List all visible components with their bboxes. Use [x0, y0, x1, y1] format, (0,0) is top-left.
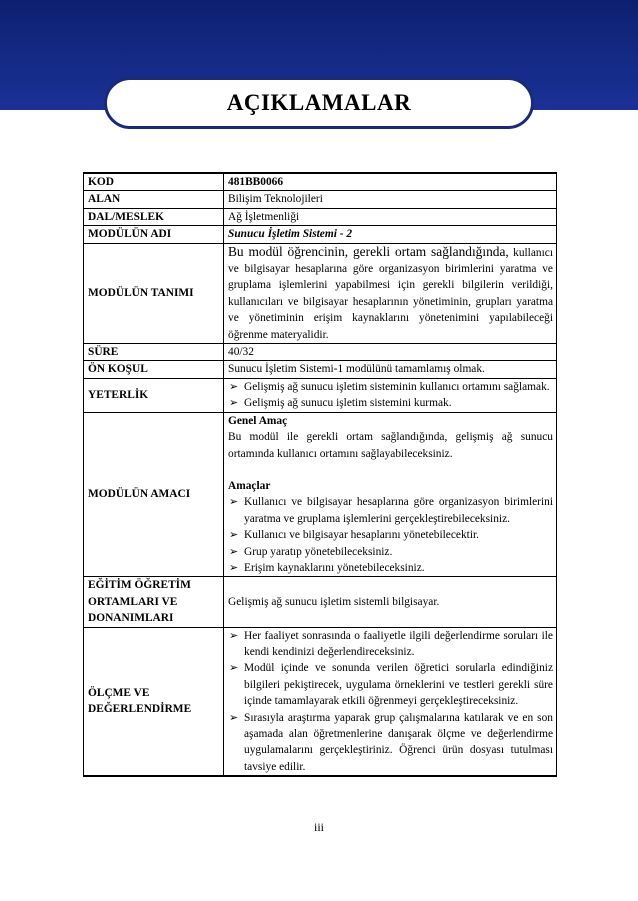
- label-sure: SÜRE: [84, 344, 224, 361]
- label-olcme-line2: DEĞERLENDİRME: [88, 703, 192, 716]
- label-egitim-line2: ORTAMLARI VE: [88, 595, 178, 608]
- genel-amac-text: Bu modül ile gerekli ortam sağlandığında, gelişmiş ağ sunucu ortamında kullanıcı ortamını sağlayabileceksiniz.: [228, 431, 553, 460]
- label-modul-tanimi: MODÜLÜN TANIMI: [84, 243, 224, 343]
- row-alan: [84, 191, 557, 208]
- label-egitim-line1: EĞİTİM ÖĞRETİM: [88, 579, 191, 592]
- list-item: ➢ Modül içinde ve sonunda verilen öğretici sorularla edindiğiniz bilgileri pekiştirecek, uygulama örneklerini ve testleri gerekli süre içinde tamamlayarak etkili öğrenmeyi gerçekleştireceksiniz.: [228, 660, 553, 709]
- value-dal: Ağ İşletmenliği: [224, 208, 557, 225]
- row-on-kosul: [84, 361, 557, 378]
- yeterlik-list: [228, 379, 553, 412]
- row-modul-amaci: [84, 412, 557, 577]
- row-modul-adi: [84, 226, 557, 243]
- value-alan: Bilişim Teknolojileri: [224, 191, 557, 208]
- row-kod: [84, 173, 557, 191]
- label-modul-amaci: MODÜLÜN AMACI: [84, 412, 224, 577]
- value-yeterlik: [224, 378, 557, 412]
- label-egitim: [84, 577, 224, 627]
- spacer: [228, 462, 553, 478]
- value-on-kosul: Sunucu İşletim Sistemi-1 modülünü tamamlamış olmak.: [224, 361, 557, 378]
- list-item: ➢ Gelişmiş ağ sunucu işletim sistemini kurmak.: [228, 395, 553, 411]
- row-sure: [84, 344, 557, 361]
- value-sure: 40/32: [224, 344, 557, 361]
- list-item: ➢ Sırasıyla araştırma yaparak grup çalışmalarına katılarak ve en son aşamada alan öğretmenlerine danışarak ölçme ve değerlendirme uygulamalarını gerçekleştiriniz. Öğrenci ürün dosyası tutulması tavsiye edilir.: [228, 710, 553, 776]
- label-egitim-line3: DONANIMLARI: [88, 612, 174, 625]
- value-modul-tanimi: [224, 243, 557, 343]
- label-modul-adi: MODÜLÜN ADI: [84, 226, 224, 243]
- label-olcme-line1: ÖLÇME VE: [88, 686, 150, 699]
- row-yeterlik: [84, 378, 557, 412]
- label-dal: DAL/MESLEK: [84, 208, 224, 225]
- page-number: iii: [313, 820, 324, 834]
- olcme-list: [228, 628, 553, 776]
- amaclar-heading: Amaçlar: [228, 479, 271, 492]
- genel-amac-heading: Genel Amaç: [228, 414, 288, 427]
- value-modul-adi: Sunucu İşletim Sistemi - 2: [224, 226, 557, 243]
- tanim-first-line: Bu modül öğrencinin, gerekli ortam sağlandığında,: [228, 243, 509, 259]
- module-info-table: [83, 172, 557, 777]
- label-on-kosul: ÖN KOŞUL: [84, 361, 224, 378]
- row-egitim: [84, 577, 557, 627]
- header-banner: [0, 0, 638, 140]
- list-item: ➢ Kullanıcı ve bilgisayar hesaplarını yönetebilecektir.: [228, 527, 553, 543]
- label-yeterlik: YETERLİK: [84, 378, 224, 412]
- title-pill: [104, 77, 534, 129]
- list-item: ➢ Erişim kaynaklarını yönetebileceksiniz.: [228, 560, 553, 576]
- label-olcme: [84, 627, 224, 776]
- label-kod: KOD: [84, 173, 224, 191]
- value-kod: 481BB0066: [224, 173, 557, 191]
- tanim-rest: kullanıcı ve bilgisayar hesaplarına göre organizasyon birimlerini yaratma ve gruplama işlemlerini yapabilmesi için gerekli bilgilerin verildiği, kullanıcıları ve bilgisayar hesaplarının yönetiminin, grupları yaratma ve yönetiminin erişim kaynaklarını yönetenimini yapılabileceği öğrenme materyalidir.: [228, 246, 553, 341]
- list-item: ➢ Her faaliyet sonrasında o faaliyetle ilgili değerlendirme soruları ile kendi kendinizi değerlendireceksiniz.: [228, 628, 553, 661]
- amaclar-list: [228, 494, 553, 576]
- list-item: ➢ Kullanıcı ve bilgisayar hesaplarına göre organizasyon birimlerini yaratma ve gruplama işlemlerini gerçekleştirebileceksiniz.: [228, 494, 553, 527]
- row-dal: [84, 208, 557, 225]
- value-olcme: [224, 627, 557, 776]
- value-egitim: Gelişmiş ağ sunucu işletim sistemli bilgisayar.: [224, 577, 557, 627]
- list-item: ➢ Grup yaratıp yönetebileceksiniz.: [228, 544, 553, 560]
- row-olcme: [84, 627, 557, 776]
- value-modul-amaci: [224, 412, 557, 577]
- row-modul-tanimi: [84, 243, 557, 343]
- list-item: ➢ Gelişmiş ağ sunucu işletim sisteminin kullanıcı ortamını sağlamak.: [228, 379, 553, 395]
- page-title: AÇIKLAMALAR: [226, 90, 412, 115]
- label-alan: ALAN: [84, 191, 224, 208]
